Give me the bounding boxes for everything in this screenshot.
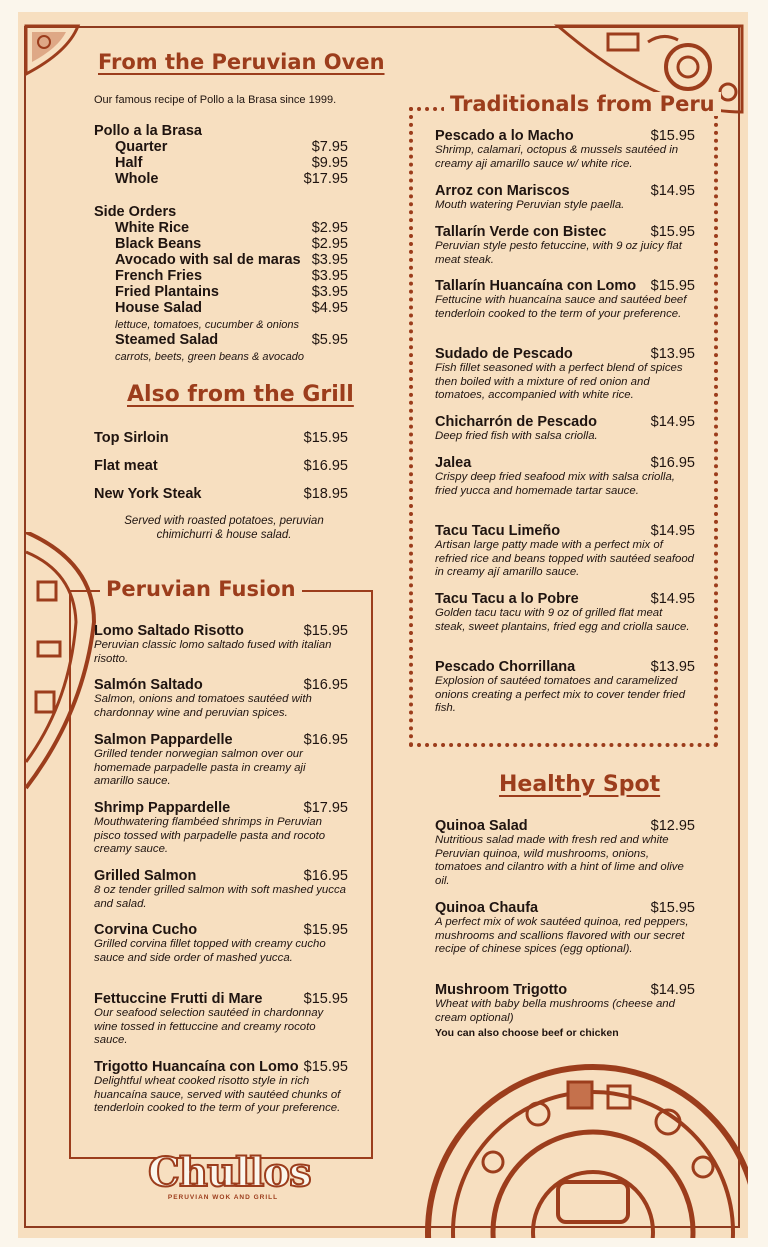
fusion-section-title: Peruvian Fusion	[100, 577, 302, 601]
traditional-item: Tallarín Huancaína con Lomo $15.95 Fettucine with huancaína sauce and sautéed beef tenderloin cooked to the term of your preference.	[435, 278, 695, 320]
house-salad-note: lettuce, tomatoes, cucumber & onions	[115, 319, 300, 331]
fusion-item: Corvina Cucho $15.95 Grilled corvina fillet topped with creamy cucho sauce and side order of mashed yucca.	[94, 922, 348, 964]
fusion-item: Grilled Salmon $16.95 8 oz tender grilled salmon with soft mashed yucca and salad.	[94, 868, 348, 910]
steamed-salad-note: carrots, beets, green beans & avocado	[115, 351, 304, 363]
pollo-heading: Pollo a la Brasa	[94, 123, 202, 139]
traditional-item: Sudado de Pescado $13.95 Fish fillet seasoned with a perfect blend of spices then boiled with a mixture of red onion and tomatoes, accompanied with white rice.	[435, 346, 695, 402]
healthy-item: Mushroom Trigotto $14.95 Wheat with baby bella mushrooms (cheese and cream optional) You can also choose beef or chicken	[435, 982, 695, 1040]
menu-item-french-fries: French Fries $3.95	[115, 268, 348, 284]
menu-item-flat-meat: Flat meat $16.95	[94, 458, 348, 474]
healthy-item: Quinoa Salad $12.95 Nutritious salad made with fresh red and white Peruvian quinoa, wild mushrooms, onions, tomatoes and cilantro with a hint of lime and olive oil.	[435, 818, 695, 887]
traditionals-section-title: Traditionals from Peru	[444, 92, 721, 116]
fusion-item: Lomo Saltado Risotto $15.95 Peruvian classic lomo saltado fused with italian risotto.	[94, 623, 348, 665]
traditional-item: Tallarín Verde con Bistec $15.95 Peruvian style pesto fetuccine, with 9 oz juicy flat meat steak.	[435, 224, 695, 266]
menu-item-house-salad: House Salad $4.95	[115, 300, 348, 316]
logo-tagline: PERUVIAN WOK AND GRILL	[167, 1194, 279, 1201]
fusion-item: Shrimp Pappardelle $17.95 Mouthwatering flambéed shrimps in Peruvian pisco tossed with parpadelle pasta and rocoto creamy sauce.	[94, 800, 348, 856]
chullos-logo	[148, 1149, 311, 1210]
menu-item-half: Half $9.95	[115, 155, 348, 171]
traditional-item: Tacu Tacu a lo Pobre $14.95 Golden tacu tacu with 9 oz of grilled flat meat steak, sweet plantains, fried egg and criolla sauce.	[435, 591, 695, 633]
oven-section-title: From the Peruvian Oven	[98, 50, 385, 74]
aztec-sun-ornament-icon	[418, 1052, 748, 1238]
fusion-item: Fettuccine Frutti di Mare $15.95 Our seafood selection sautéed in chardonnay wine tossed in fettuccine and creamy rocoto sauce.	[94, 991, 348, 1047]
traditional-item: Pescado Chorrillana $13.95 Explosion of sautéed tomatoes and caramelized onions creating a perfect mix to cover tender fried fish.	[435, 659, 695, 715]
menu-item-whole: Whole $17.95	[115, 171, 348, 187]
menu-item-white-rice: White Rice $2.95	[115, 220, 348, 236]
traditional-item: Pescado a lo Macho $15.95 Shrimp, calamari, octopus & mussels sautéed in creamy aji amarillo sauce w/ white rice.	[435, 128, 695, 170]
healthy-item: Quinoa Chaufa $15.95 A perfect mix of wok sautéed quinoa, red peppers, mushrooms and scallions flavored with our secret recipe of chinese spices (egg optional).	[435, 900, 695, 956]
traditional-item: Arroz con Mariscos $14.95 Mouth watering Peruvian style paella.	[435, 183, 695, 211]
menu-item-top-sirloin: Top Sirloin $15.95	[94, 430, 348, 446]
menu-item-new-york-steak: New York Steak $18.95	[94, 486, 348, 502]
fusion-item: Salmón Saltado $16.95 Salmon, onions and tomatoes sautéed with chardonnay wine and peruvian spices.	[94, 677, 348, 719]
menu-page	[18, 12, 748, 1238]
traditional-item: Chicharrón de Pescado $14.95 Deep fried fish with salsa criolla.	[435, 414, 695, 442]
menu-item-steamed-salad: Steamed Salad $5.95	[115, 332, 348, 348]
menu-item-avocado: Avocado with sal de maras $3.95	[115, 252, 348, 268]
traditional-item: Jalea $16.95 Crispy deep fried seafood mix with salsa criolla, fried yucca and homemade tartar sauce.	[435, 455, 695, 497]
sides-heading: Side Orders	[94, 204, 177, 220]
healthy-section-title: Healthy Spot	[499, 772, 661, 797]
fusion-item: Salmon Pappardelle $16.95 Grilled tender norwegian salmon over our homemade parpadelle pasta in creamy aji amarillo sauce.	[94, 732, 348, 788]
menu-item-fried-plantains: Fried Plantains $3.95	[115, 284, 348, 300]
menu-item-black-beans: Black Beans $2.95	[115, 236, 348, 252]
oven-intro: Our famous recipe of Pollo a la Brasa since 1999.	[94, 94, 337, 106]
menu-item-quarter: Quarter $7.95	[115, 139, 348, 155]
grill-section-title: Also from the Grill	[127, 382, 354, 407]
traditional-item: Tacu Tacu Limeño $14.95 Artisan large patty made with a perfect mix of refried rice and beans topped with sautéed seafood in creamy ají amarillo sauce.	[435, 523, 695, 579]
grill-note: Served with roasted potatoes, peruvian chimichurri & house salad.	[124, 515, 324, 541]
fusion-item: Trigotto Huancaína con Lomo $15.95 Delightful wheat cooked risotto style in rich huancaína sauce, served with sautéed chunks of tenderloin cooked to the term of your preference.	[94, 1059, 348, 1115]
logo-name: Chullos	[148, 1149, 311, 1196]
top-left-ornament-icon	[18, 12, 108, 82]
